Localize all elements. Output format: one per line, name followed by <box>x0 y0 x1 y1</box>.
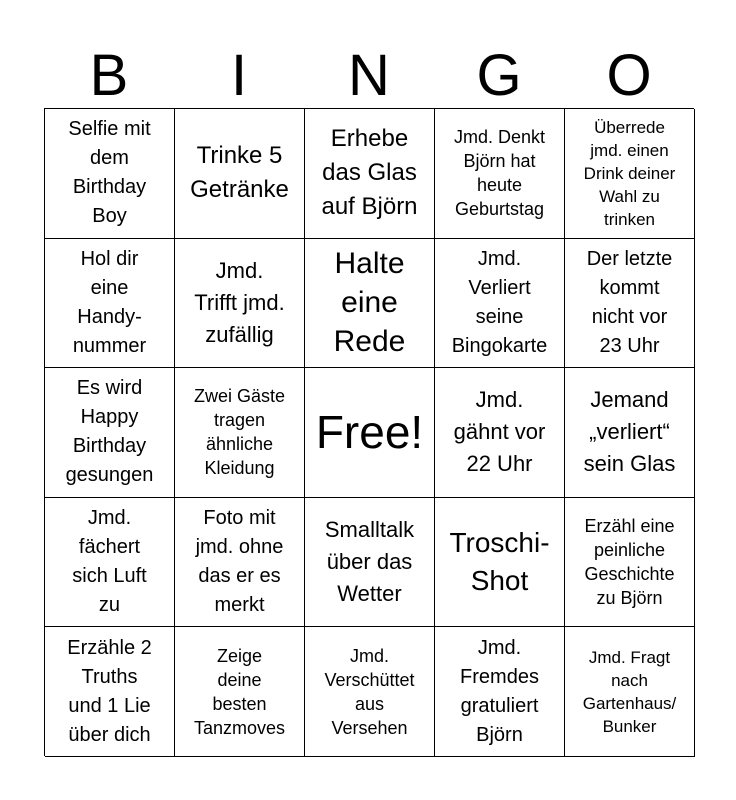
bingo-cell[interactable]: Erhebe das Glas auf Björn <box>305 109 435 239</box>
bingo-cell[interactable]: Es wird Happy Birthday gesungen <box>45 368 175 498</box>
bingo-cell[interactable]: Selfie mit dem Birthday Boy <box>45 109 175 239</box>
bingo-cell[interactable]: Jmd. fächert sich Luft zu <box>45 498 175 628</box>
bingo-cell[interactable]: Jmd. Denkt Björn hat heute Geburtstag <box>435 109 565 239</box>
bingo-cell[interactable]: Foto mit jmd. ohne das er es merkt <box>175 498 305 628</box>
bingo-cell[interactable]: Der letzte kommt nicht vor 23 Uhr <box>565 239 695 369</box>
bingo-cell[interactable]: Jmd. Verschüttet aus Versehen <box>305 627 435 757</box>
bingo-cell[interactable]: Jmd. gähnt vor 22 Uhr <box>435 368 565 498</box>
header-letter-g: G <box>476 43 522 108</box>
bingo-cell[interactable]: Hol dir eine Handy- nummer <box>45 239 175 369</box>
bingo-header <box>44 44 694 108</box>
bingo-cell[interactable]: Jmd. Verliert seine Bingokarte <box>435 239 565 369</box>
bingo-cell[interactable]: Halte eine Rede <box>305 239 435 369</box>
bingo-cell[interactable]: Jemand „verliert“ sein Glas <box>565 368 695 498</box>
bingo-card-grid <box>44 108 694 756</box>
bingo-cell[interactable]: Smalltalk über das Wetter <box>305 498 435 628</box>
bingo-cell[interactable]: Erzähle 2 Truths und 1 Lie über dich <box>45 627 175 757</box>
bingo-cell[interactable]: Jmd. Fremdes gratuliert Björn <box>435 627 565 757</box>
bingo-free-cell[interactable]: Free! <box>305 368 435 498</box>
header-letter-n: N <box>348 43 390 108</box>
bingo-cell[interactable]: Trinke 5 Getränke <box>175 109 305 239</box>
bingo-cell[interactable]: Zwei Gäste tragen ähnliche Kleidung <box>175 368 305 498</box>
bingo-cell[interactable]: Zeige deine besten Tanzmoves <box>175 627 305 757</box>
header-letter-b: B <box>89 43 129 108</box>
header-letter-o: O <box>606 43 652 108</box>
header-letter-i: I <box>230 43 248 108</box>
bingo-cell[interactable]: Troschi- Shot <box>435 498 565 628</box>
bingo-cell[interactable]: Jmd. Fragt nach Gartenhaus/ Bunker <box>565 627 695 757</box>
bingo-cell[interactable]: Jmd. Trifft jmd. zufällig <box>175 239 305 369</box>
bingo-cell[interactable]: Überrede jmd. einen Drink deiner Wahl zu trinken <box>565 109 695 239</box>
bingo-cell[interactable]: Erzähl eine peinliche Geschichte zu Björn <box>565 498 695 628</box>
